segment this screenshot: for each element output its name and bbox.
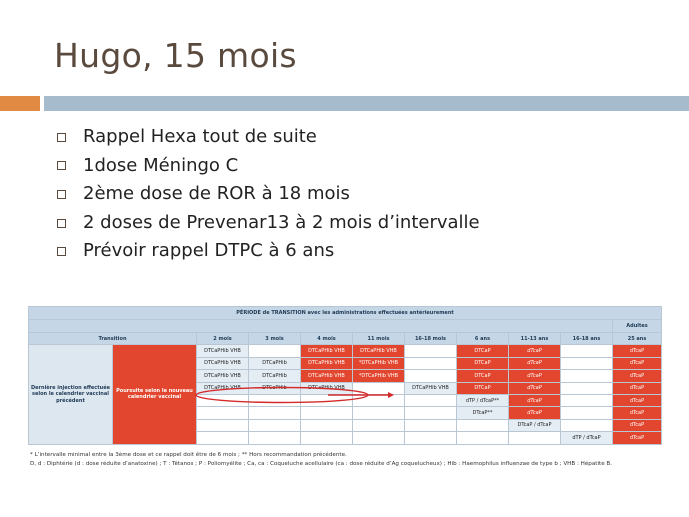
table-cell	[197, 394, 249, 406]
table-cell: dTcaP	[509, 382, 561, 394]
bullet-text: Prévoir rappel DTPC à 6 ans	[83, 240, 335, 262]
table-cell	[353, 432, 405, 444]
table-cell	[457, 419, 509, 431]
table-cell	[301, 394, 353, 406]
table-cell	[301, 407, 353, 419]
table-cell: dTcaP	[509, 370, 561, 382]
table-cell: DTCaPHib VHB	[197, 382, 249, 394]
accent-bar-blue	[44, 96, 689, 111]
square-bullet-icon	[57, 190, 66, 199]
bullet-item	[52, 152, 480, 181]
table-cell	[197, 432, 249, 444]
table-cell	[405, 394, 457, 406]
table-cell: dTcaP	[509, 407, 561, 419]
table-cell	[561, 407, 613, 419]
table-cell: DTCaPHib VHB	[301, 345, 353, 357]
table-cell: DTCaPHib	[249, 370, 301, 382]
table-cell	[561, 345, 613, 357]
table-cell	[249, 419, 301, 431]
table-cell: DTCaPHib VHB	[197, 345, 249, 357]
column-header: 25 ans	[613, 333, 662, 345]
table-cell	[457, 432, 509, 444]
table-cell	[353, 407, 405, 419]
row-label-previous-schedule: Dernière injection effectuée selon le calendrier vaccinal précédent	[29, 345, 113, 444]
table-cell: DTCaPHib VHB	[301, 382, 353, 394]
table-cell	[405, 407, 457, 419]
column-header: 3 mois	[249, 333, 301, 345]
table-cell: DTCaPHib VHB	[197, 370, 249, 382]
table-cell: dTcaP	[509, 357, 561, 369]
table-cell: *DTCaPHib VHB	[353, 370, 405, 382]
table-cell: DTCaP	[457, 357, 509, 369]
table-cell: dTcaP	[509, 345, 561, 357]
bullet-item	[52, 123, 480, 152]
table-cell: DTCaPHib VHB	[405, 382, 457, 394]
table-cell	[197, 419, 249, 431]
table-heading: PÉRIODE de TRANSITION avec les administrations effectuées antérieurement	[29, 307, 662, 320]
table-cell	[197, 407, 249, 419]
column-header: 16-18 ans	[561, 333, 613, 345]
column-header: 11 mois	[353, 333, 405, 345]
bullet-text: 1dose Méningo C	[83, 154, 239, 176]
table-cell: DTCaPHib VHB	[301, 370, 353, 382]
column-header: 2 mois	[197, 333, 249, 345]
column-header: 16-18 mois	[405, 333, 457, 345]
table-cell	[405, 345, 457, 357]
table-cell: dTcaP	[509, 394, 561, 406]
square-bullet-icon	[57, 219, 66, 228]
column-header: 4 mois	[301, 333, 353, 345]
table-cell	[353, 419, 405, 431]
table-cell: dTP / dTcaP	[561, 432, 613, 444]
table-cell	[561, 394, 613, 406]
bullet-text: 2ème dose de ROR à 18 mois	[83, 183, 350, 205]
column-header: 6 ans	[457, 333, 509, 345]
table-cell: DTCaP	[457, 345, 509, 357]
table-row	[29, 345, 662, 357]
bullet-text: 2 doses de Prevenar13 à 2 mois d’intervalle	[83, 211, 480, 233]
table-cell: *DTCaPHib VHB	[353, 357, 405, 369]
footnote-2: D, d : Diphtérie (d : dose réduite d’anatoxine) ; T : Tétanos ; P : Poliomyélite ; Ca, ca : Coqueluche acellulaire (ca : dose réduite d’Ag coquelucheux) ; Hib : Haemophilus influenzae de type b ; VHB : Hépatite B.	[30, 460, 613, 467]
table-cell	[405, 370, 457, 382]
table-cell: DTCaPHib VHB	[353, 345, 405, 357]
table-cell	[353, 394, 405, 406]
table-cell: dTcaP	[613, 345, 662, 357]
table-cell: dTcaP	[613, 370, 662, 382]
table-cell	[405, 432, 457, 444]
table-cell	[561, 382, 613, 394]
table-cell	[301, 432, 353, 444]
table-cell: DTCaPHib VHB	[197, 357, 249, 369]
bullet-text: Rappel Hexa tout de suite	[83, 126, 317, 147]
table-cell	[249, 432, 301, 444]
row-label-new-schedule: Poursuite selon le nouveau calendrier vaccinal	[113, 345, 197, 444]
table-cell	[405, 419, 457, 431]
table-cell: dTcaP	[613, 394, 662, 406]
table-cell	[249, 345, 301, 357]
slide-title: Hugo, 15 mois	[54, 36, 297, 75]
square-bullet-icon	[57, 133, 66, 142]
footnote-1: * L’intervalle minimal entre la 3ème dose et ce rappel doit être de 6 mois ; ** Hors recommandation précédente.	[30, 452, 347, 458]
table-cell: dTcaP	[613, 419, 662, 431]
column-header: 11-13 ans	[509, 333, 561, 345]
header-band	[29, 320, 613, 333]
table-cell: DTCaPHib	[249, 357, 301, 369]
table-cell	[301, 419, 353, 431]
table-footnotes	[30, 451, 670, 468]
vaccination-table-image	[28, 306, 661, 445]
bullet-item	[52, 237, 480, 266]
square-bullet-icon	[57, 247, 66, 256]
table-cell: DTCaP	[457, 382, 509, 394]
table-cell: DTCaP	[457, 370, 509, 382]
table-cell	[509, 432, 561, 444]
table-cell	[249, 407, 301, 419]
accent-bar-orange	[0, 96, 40, 111]
bullet-item	[52, 209, 480, 238]
adultes-header: Adultes	[613, 320, 662, 333]
bullet-item	[52, 180, 480, 209]
table-cell	[353, 382, 405, 394]
table-cell: DTcaP**	[457, 407, 509, 419]
table-cell: DTCaPHib VHB	[301, 357, 353, 369]
table-cell: dTcaP	[613, 382, 662, 394]
table-cell: dTcaP	[613, 407, 662, 419]
table-cell: dTcaP	[613, 432, 662, 444]
bullet-list	[52, 123, 480, 266]
table-cell: DTCaPHib	[249, 382, 301, 394]
table-cell: dTP / dTcaP**	[457, 394, 509, 406]
table-cell	[561, 419, 613, 431]
vaccination-schedule-table	[28, 306, 662, 445]
transition-header: Transition	[29, 333, 197, 345]
table-cell: dTcaP	[613, 357, 662, 369]
table-cell	[561, 357, 613, 369]
square-bullet-icon	[57, 161, 66, 170]
table-cell	[249, 394, 301, 406]
table-cell	[405, 357, 457, 369]
table-cell	[561, 370, 613, 382]
table-cell: DTcaP / dTcaP	[509, 419, 561, 431]
